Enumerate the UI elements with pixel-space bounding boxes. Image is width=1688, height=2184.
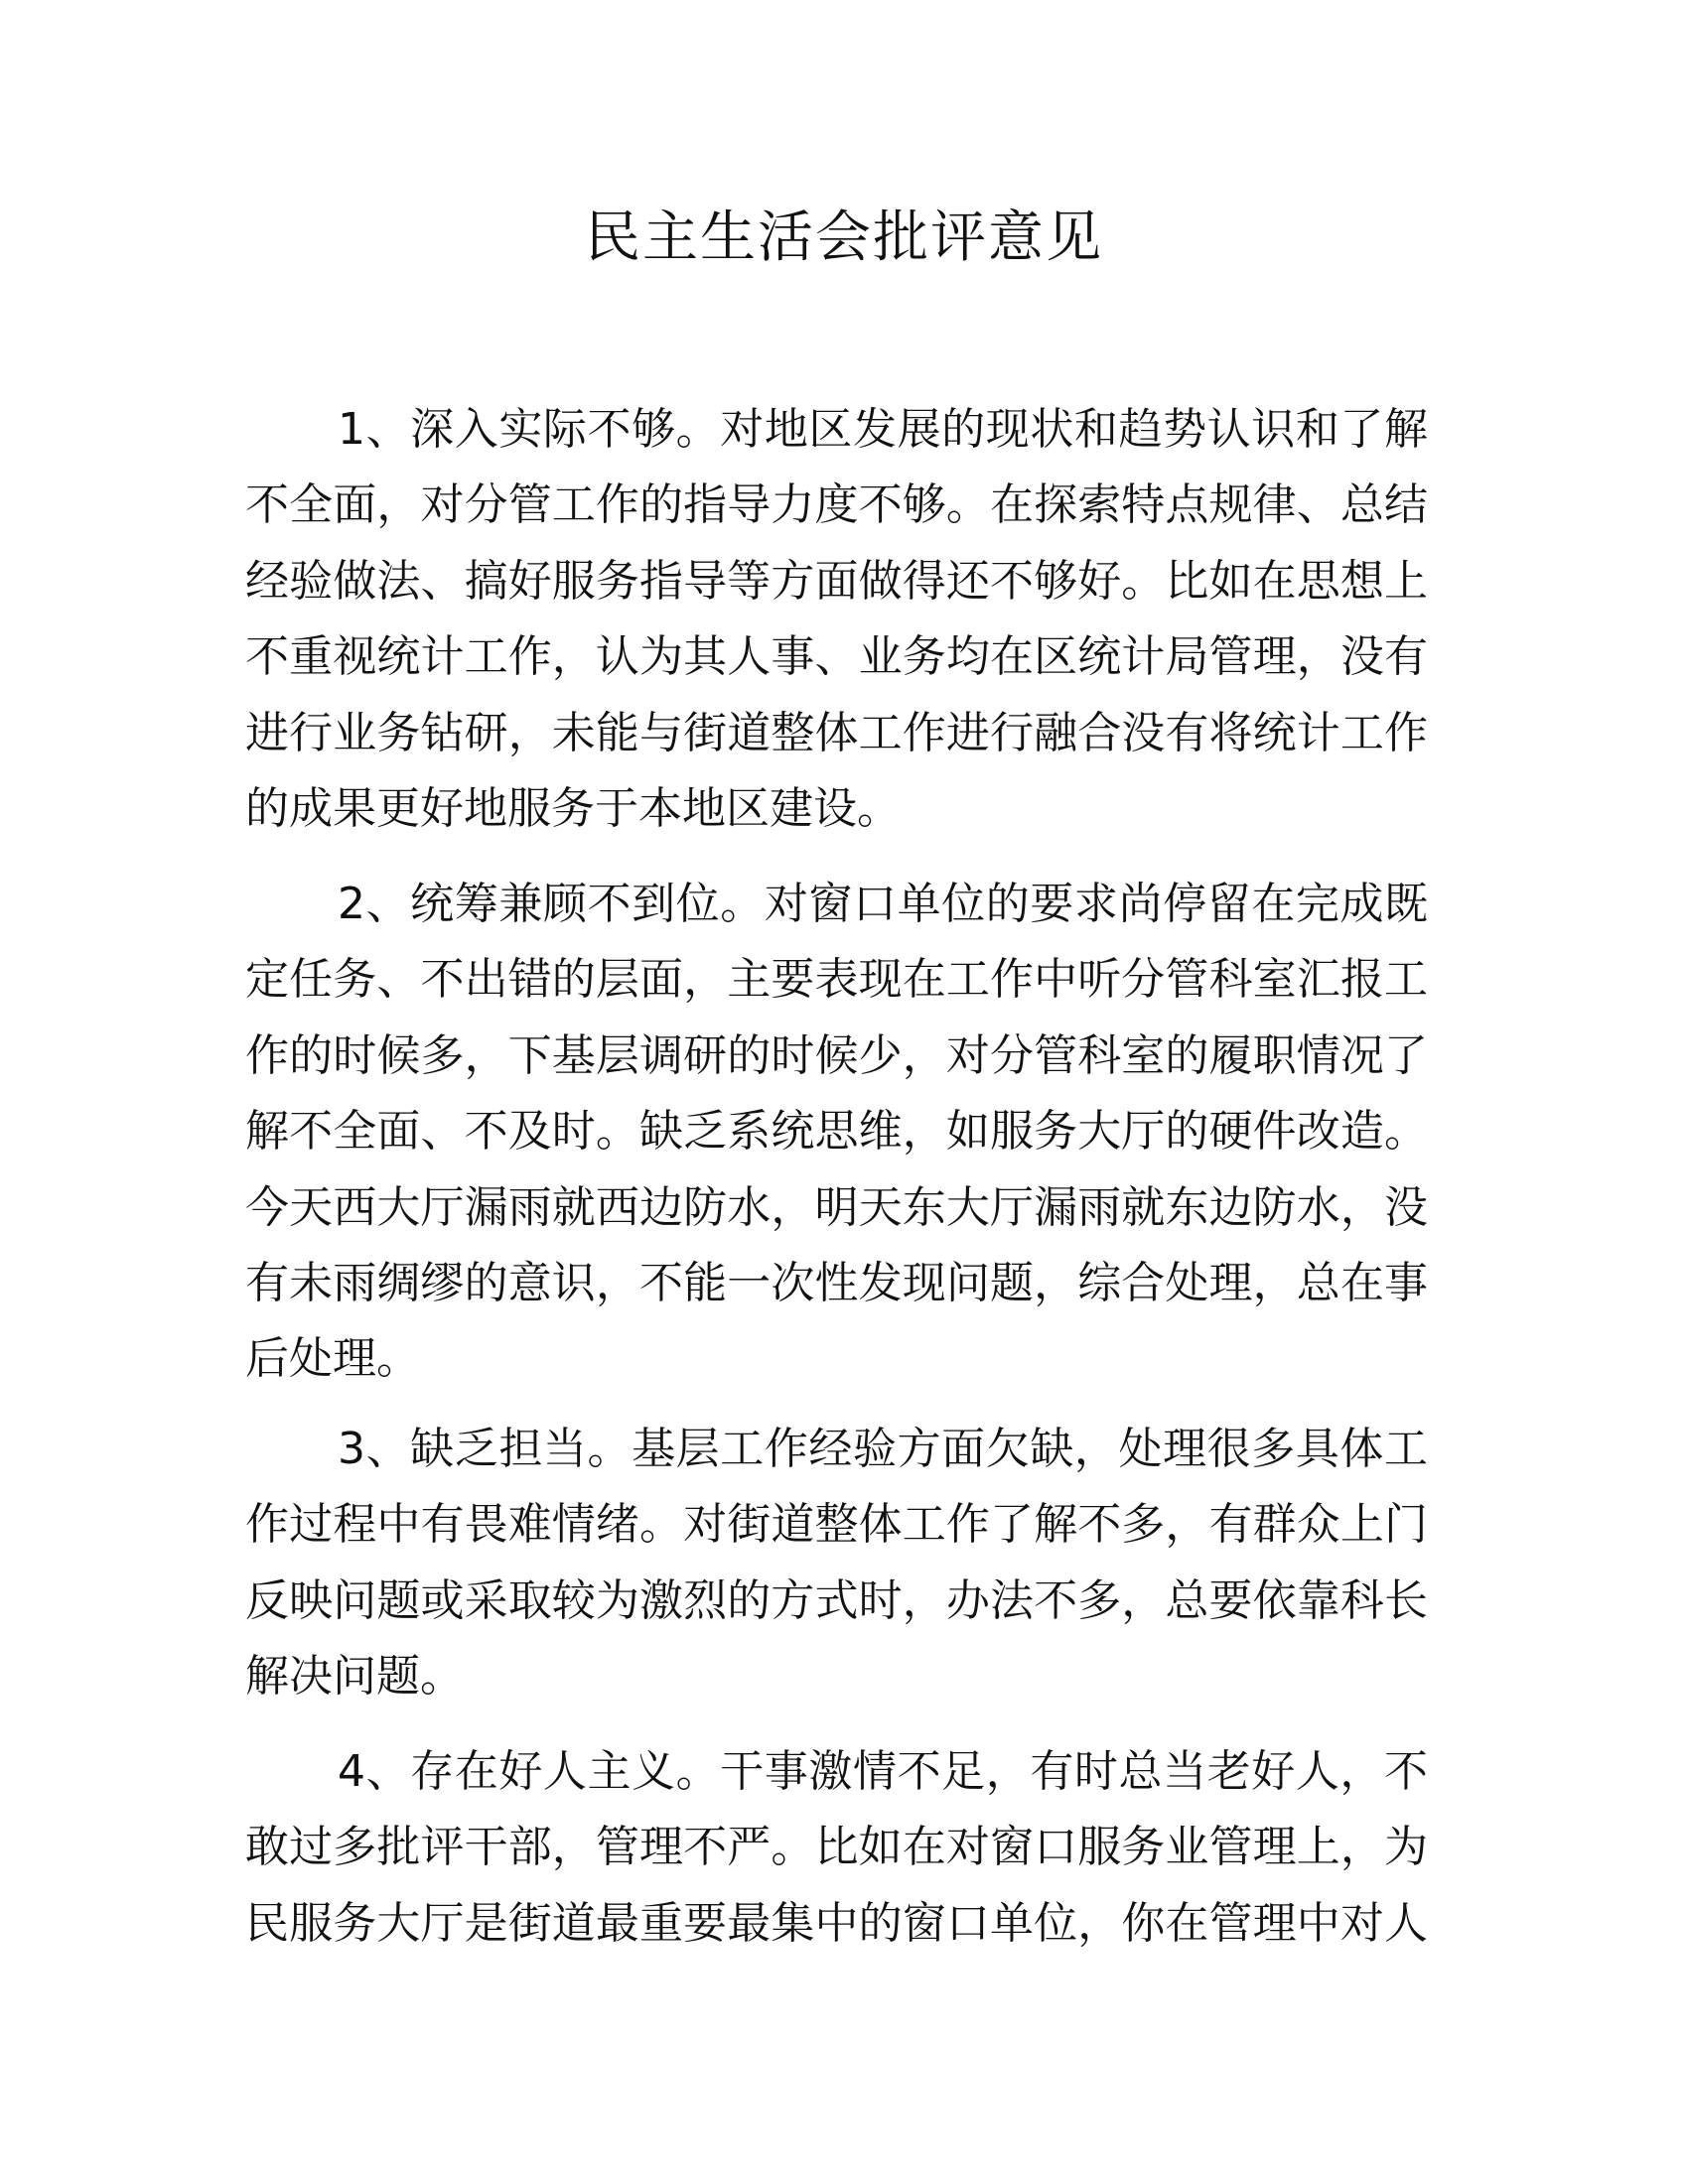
paragraph-3 (245, 1412, 1428, 1715)
paragraph-2 (245, 867, 1428, 1398)
text-line: 民服务大厅是街道最重要最集中的窗口单位，你在管理中对人 (245, 1897, 1428, 1949)
text-line: 有未雨绸缪的意识，不能一次性发现问题，综合处理，总在事 (245, 1257, 1428, 1308)
text-line: 今天西大厅漏雨就西边防水，明天东大厅漏雨就东边防水，没 (245, 1181, 1428, 1233)
text-line: 的成果更好地服务于本地区建设。 (245, 782, 901, 834)
text-line: 进行业务钻研，未能与街道整体工作进行融合没有将统计工作 (245, 707, 1428, 758)
text-line: 不重视统计工作，认为其人事、业务均在区统计局管理，没有 (245, 631, 1428, 683)
text-line: 定任务、不出错的层面，主要表现在工作中听分管科室汇报工 (245, 954, 1428, 1006)
text-line: 反映问题或采取较为激烈的方式时，办法不多，总要依靠科长 (245, 1574, 1428, 1626)
text-line: 作的时候多，下基层调研的时候少，对分管科室的履职情况了 (245, 1029, 1428, 1081)
text-line: 2、统筹兼顾不到位。对窗口单位的要求尚停留在完成既 (338, 879, 1428, 929)
text-line: 敢过多批评干部，管理不严。比如在对窗口服务业管理上，为 (245, 1822, 1428, 1873)
text-line: 解不全面、不及时。缺乏系统思维，如服务大厅的硬件改造。 (245, 1106, 1428, 1158)
text-line: 3、缺乏担当。基层工作经验方面欠缺，处理很多具体工 (338, 1424, 1428, 1474)
text-line: 1、深入实际不够。对地区发展的现状和趋势认识和了解 (338, 404, 1428, 455)
text-line: 不全面，对分管工作的指导力度不够。在探索特点规律、总结 (245, 479, 1428, 531)
text-line: 解决问题。 (245, 1651, 464, 1703)
paragraph-1 (245, 392, 1428, 847)
text-line: 经验做法、搞好服务指导等方面做得还不够好。比如在思想上 (245, 555, 1428, 607)
document-title: 民主生活会批评意见 (585, 205, 1103, 270)
paragraph-4 (245, 1734, 1428, 1962)
text-line: 作过程中有畏难情绪。对街道整体工作了解不多，有群众上门 (245, 1499, 1428, 1551)
text-line: 后处理。 (245, 1333, 420, 1385)
text-line: 4、存在好人主义。干事激情不足，有时总当老好人，不 (338, 1746, 1428, 1797)
